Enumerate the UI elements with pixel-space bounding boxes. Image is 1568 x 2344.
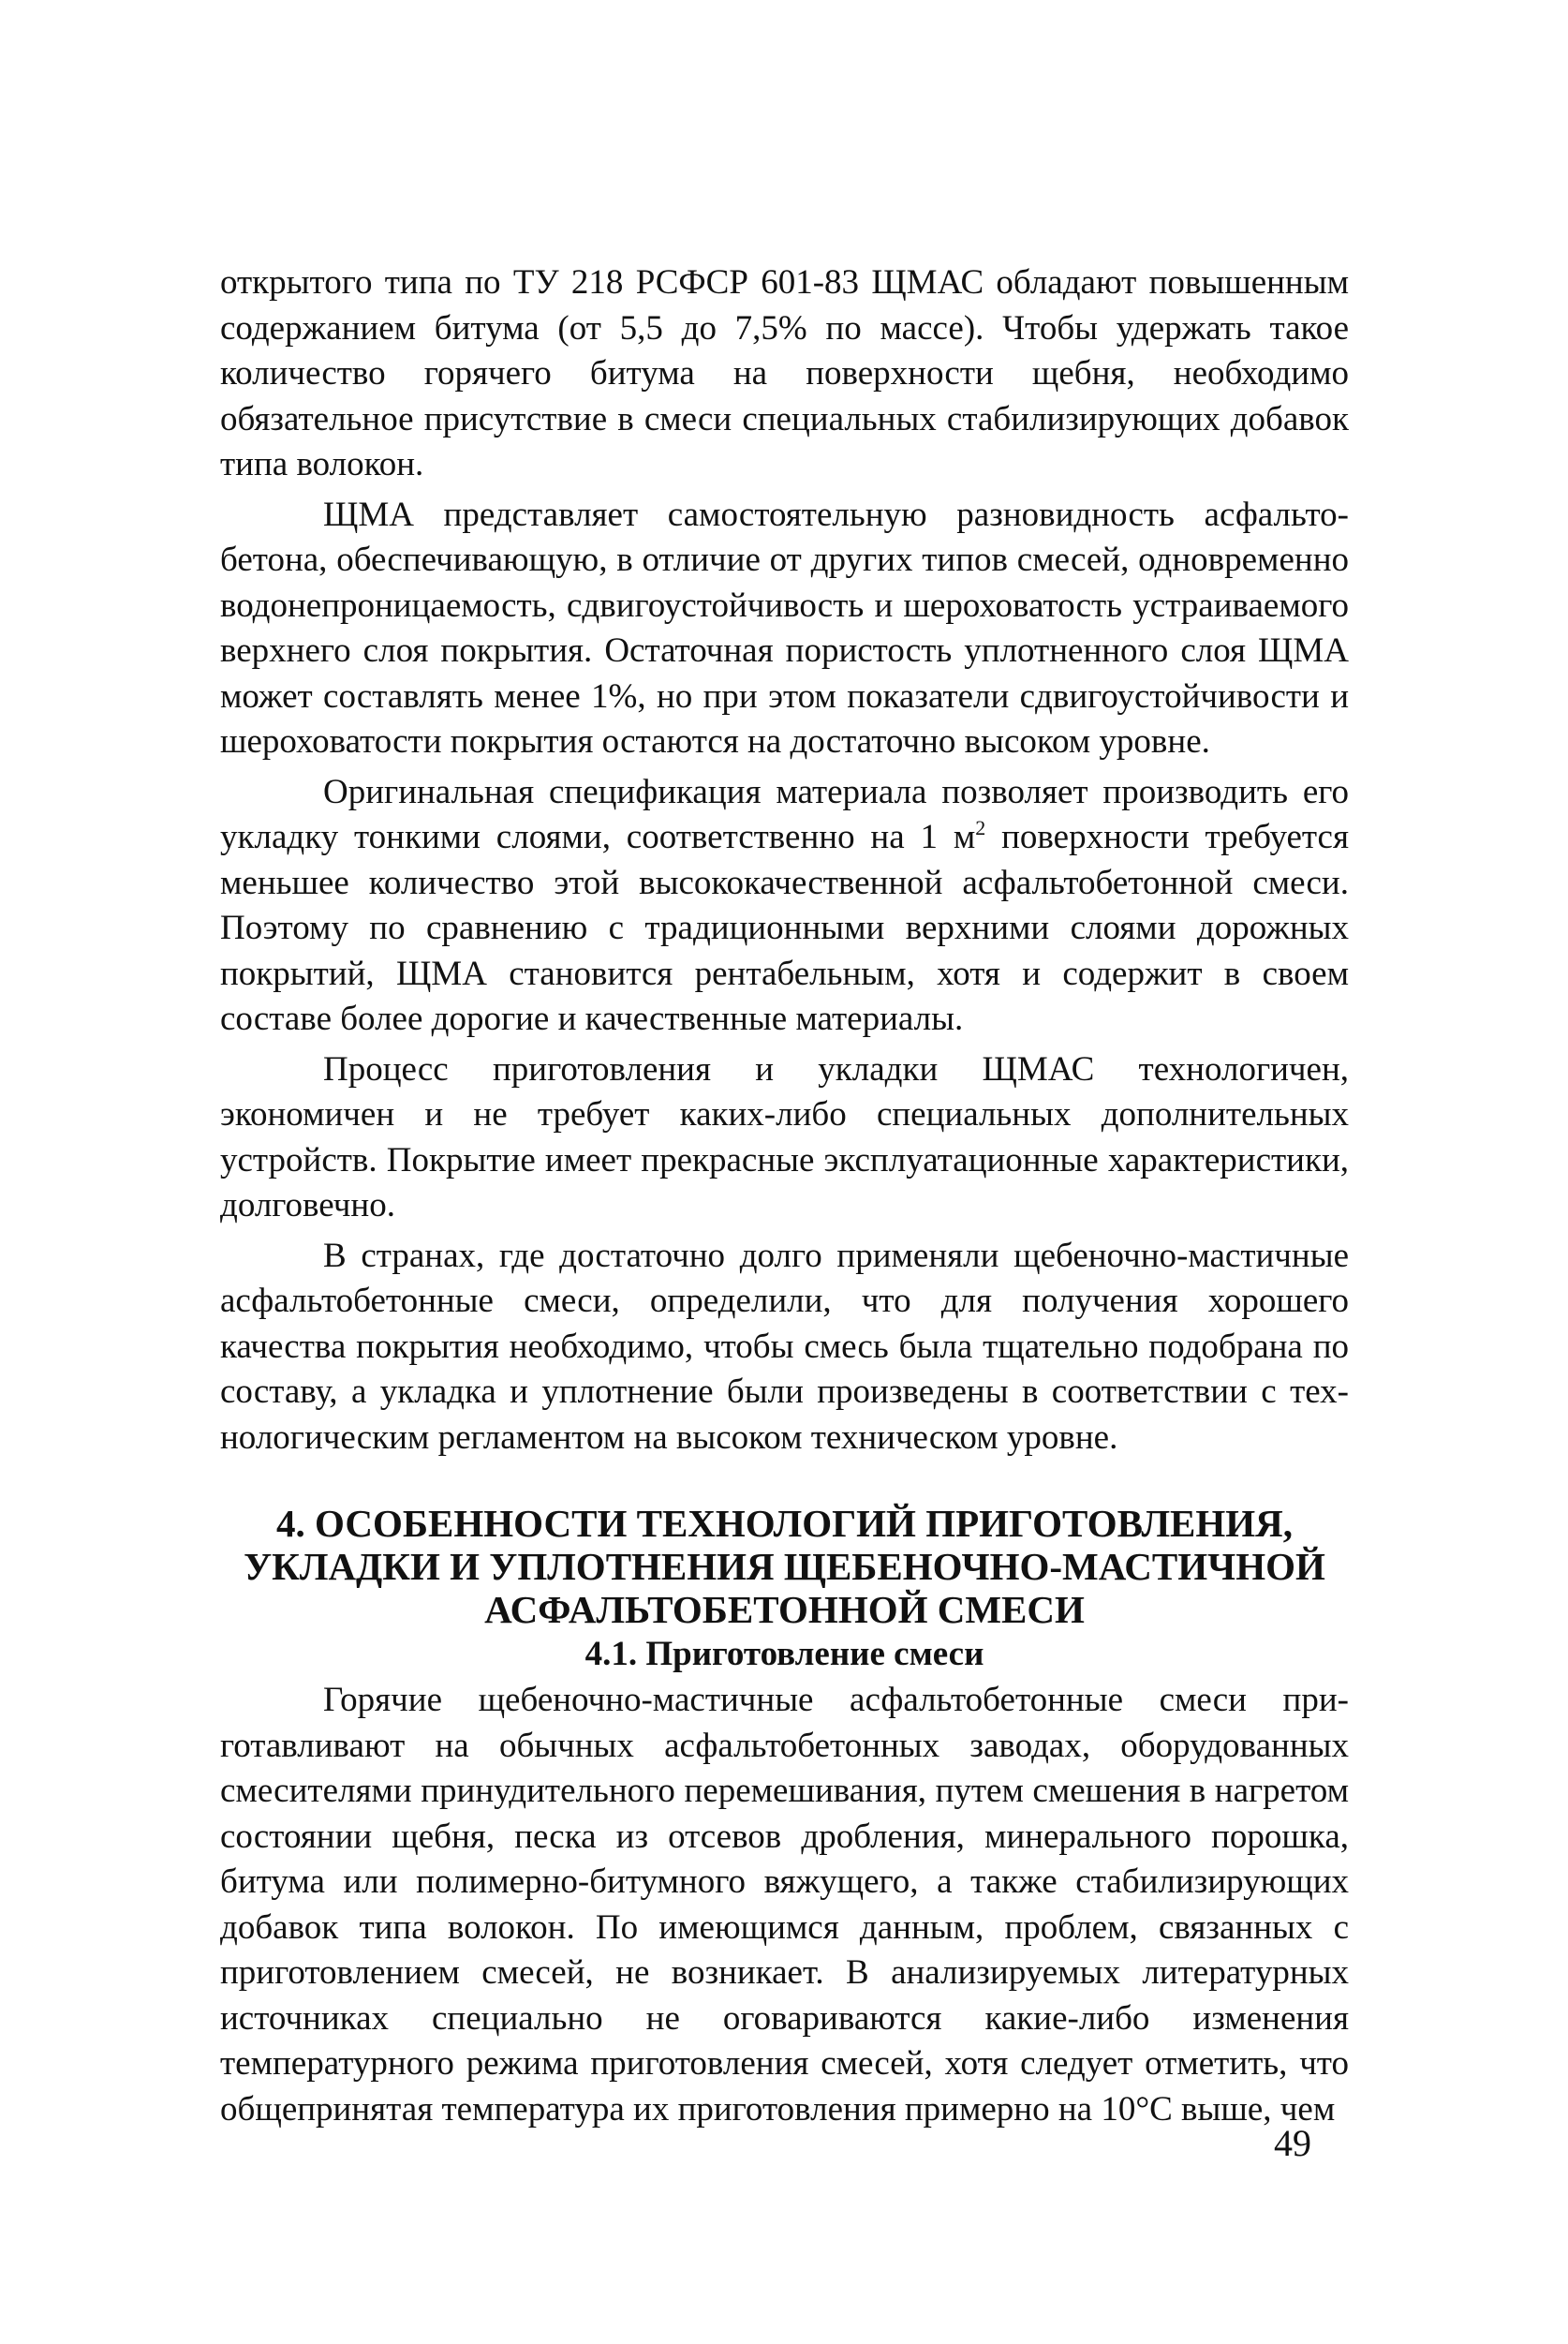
subsection-heading: 4.1. Приготовление смеси — [584, 1635, 984, 1673]
section-heading-line-1: 4. ОСОБЕННОСТИ ТЕХНОЛОГИЙ ПРИГОТОВЛЕНИЯ, — [275, 1502, 1294, 1545]
paragraph-3 — [220, 770, 1349, 1043]
paragraph-5: В странах, где достаточно долго применяли щебеночно-мастичные асфальтобетонные смеси, определили, что для получения хорошего качества покрытия необходимо, чтобы смесь была тщательно подобрана по составу, а укладка и уплотнение были произведены в соответствии с технологическим регламентом на высоком техническом уровне. — [220, 1236, 1349, 1457]
paragraph-3-end: поверхности требуется меньшее количество этой высококачественной асфальтобетонной смеси. Поэтому по сравнению с традиционными верхними слоями дорожных покрытий, ЩМА становится рентабельным, хотя и содержит в своем составе более дорогие и качественные материалы. — [220, 818, 1349, 1038]
section-heading-line-3: АСФАЛЬТОБЕТОННОЙ СМЕСИ — [484, 1588, 1085, 1631]
section-heading — [220, 1502, 1349, 1631]
paragraph-6: Горячие щебеночно-мастичные асфальтобетонные смеси приготавливают на обычных асфальтобетонных заводах, оборудованных смесителями принудительного перемешивания, путем смешения в нагретом состоянии щебня, песка из отсевов дробления, минерального порошка, битума или полимерно-битумного вяжущего, а также стабилизирующих добавок типа волокон. По имеющимся данным, проблем, связанных с приготовлением смесей, не возникает. В анализируемых литературных источниках специально не оговариваются какие-либо изменения температурного режима приготовления смесей, хотя следует отметить, что общепринятая температура их приготовления примерно на 10°С выше, чем — [220, 1681, 1349, 2129]
section-heading-line-2: УКЛАДКИ И УПЛОТНЕНИЯ ЩЕБЕНОЧНО-МАСТИЧНОЙ — [244, 1545, 1325, 1588]
paragraph-2: ЩМА представляет самостоятельную разновидность асфальтобетона, обеспечивающую, в отличие от других типов смесей, одновременно водонепроницаемость, сдвигоустойчивость и шероховатость устраиваемого верхнего слоя покрытия. Остаточная пористость уплотненного слоя ЩМА может составлять менее 1%, но при этом показатели сдвигоустойчивости и шероховатости покрытия остаются на достаточно высоком уровне. — [220, 495, 1349, 761]
superscript: 2 — [975, 816, 986, 839]
paragraph-3-start: Оригинальная спецификация материала позволяет производить его укладку тонкими слоями, соответственно на 1 м — [220, 772, 1349, 856]
paragraph-4: Процесс приготовления и укладки ЩМАС технологичен, экономичен и не требует каких-либо специальных дополнительных устройств. Покрытие имеет прекрасные эксплуатационные характеристики, долговечно. — [220, 1049, 1349, 1224]
page-body — [220, 260, 1349, 2132]
paragraph-1: открытого типа по ТУ 218 РСФСР 601-83 ЩМАС обладают повышенным содержанием битума (от 5,5 до 7,5% по массе). Чтобы удержать такое количество горячего битума на поверхности щебня, необходимо обязательное присутствие в смеси специальных стабилизирующих добавок типа волокон. — [220, 263, 1349, 483]
page-number: 49 — [1274, 2122, 1311, 2164]
